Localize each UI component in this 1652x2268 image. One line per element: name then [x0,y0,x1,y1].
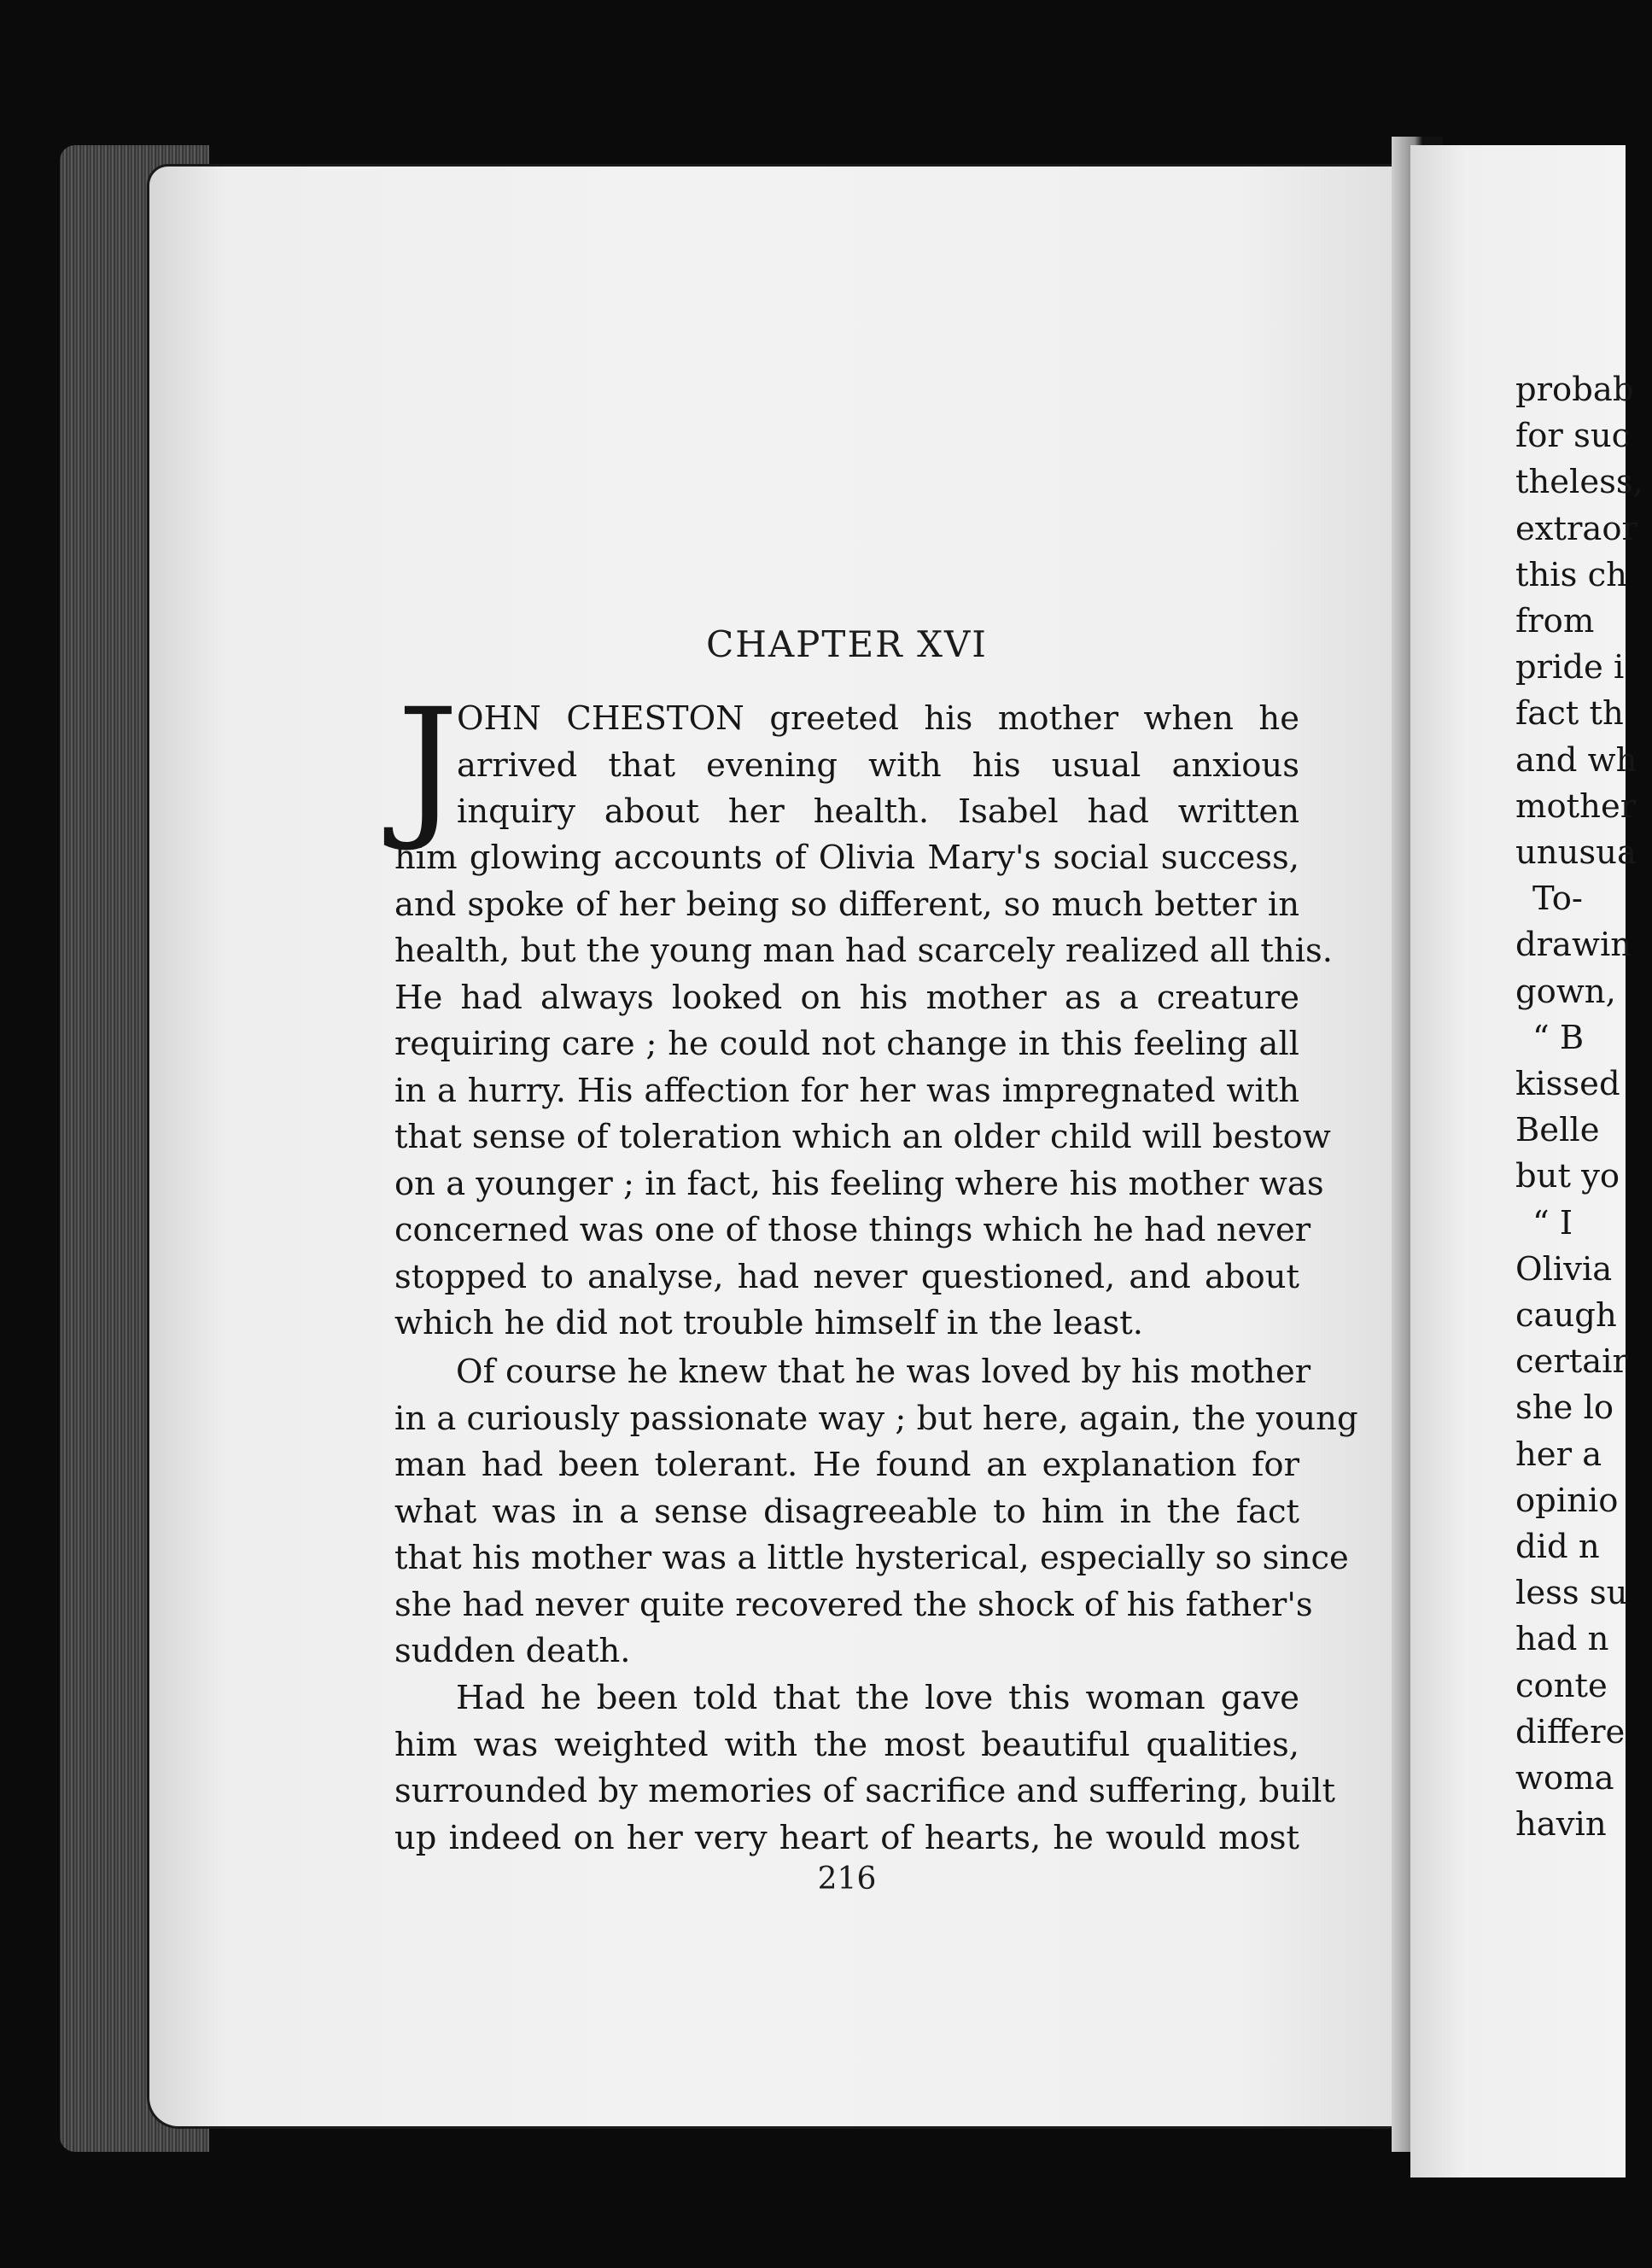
text-line: theless, [1515,463,1643,502]
text-line: him glowing accounts of Olivia Mary's social success, [394,839,1299,877]
text-line: she lo [1515,1388,1614,1428]
text-line: He had always looked on his mother as a creature [394,978,1299,1017]
paragraph-2 [394,1349,1358,1675]
text-line: she had never quite recovered the shock of his father's [394,1585,1313,1624]
text-line: Of course he knew that he was loved by his mother [456,1353,1311,1391]
paragraph-1 [394,835,1333,1347]
text-line: caugh [1515,1296,1617,1336]
text-line: this ch [1515,555,1627,594]
text-line: pride i [1515,648,1625,687]
text-line: her a [1515,1435,1602,1474]
paragraph-3 [394,1675,1335,1862]
text-line: woma [1515,1759,1614,1798]
text-line: for suc [1515,417,1631,456]
text-line: inquiry about her health. Isabel had written [457,792,1299,831]
text-line: in a curiously passionate way ; but here, again, the young [394,1399,1358,1438]
text-line: drawin [1515,926,1632,965]
page-number: 216 [817,1862,877,1897]
text-line: stopped to analyse, had never questioned, and about [394,1257,1299,1296]
text-line: extraor [1515,509,1637,548]
text-line: kissed [1515,1065,1620,1104]
text-line: conte [1515,1666,1608,1705]
text-line: sudden death. [394,1632,631,1670]
text-line: on a younger ; in fact, his feeling where his mother was [394,1164,1324,1203]
text-line: health, but the young man had scarcely realized all this. [394,932,1333,970]
text-line: fact th [1515,694,1624,734]
text-line: did n [1515,1528,1600,1567]
text-line: requiring care ; he could not change in this feeling all [394,1025,1299,1063]
text-line: Olivia [1515,1249,1613,1289]
text-line: havin [1515,1805,1607,1844]
text-line: less su [1515,1574,1628,1613]
text-line: Had he been told that the love this woman gave [456,1679,1299,1717]
text-line: “ I [1532,1203,1573,1242]
text-line: what was in a sense disagreeable to him in the fact [394,1492,1299,1531]
text-line: To- [1532,880,1583,919]
text-line: but yo [1515,1157,1620,1196]
text-line: him was weighted with the most beautiful qualities, [394,1725,1299,1764]
text-line: concerned was one of those things which he had never [394,1211,1311,1249]
text-line: OHN CHESTON greeted his mother when he [457,699,1299,738]
right-page-text [1515,367,1652,1849]
text-line: arrived that evening with his usual anxious [457,745,1299,785]
text-line: Belle [1515,1111,1600,1150]
text-line: “ B [1532,1018,1585,1057]
text-line: and wh [1515,740,1637,780]
drop-cap: J [397,676,459,855]
text-line: and spoke of her being so different, so much better in [394,885,1299,924]
text-line: up indeed on her very heart of hearts, he would most [394,1818,1299,1857]
text-line: in a hurry. His affection for her was impregnated with [394,1071,1299,1110]
text-line: gown, [1515,972,1616,1011]
text-line: from [1515,602,1595,641]
text-line: unusua [1515,833,1637,873]
text-line: surrounded by memories of sacrifice and suffering, built [394,1772,1335,1810]
text-line: which he did not trouble himself in the least. [394,1304,1143,1342]
text-line: that sense of toleration which an older child will bestow [394,1118,1331,1156]
text-line: certair [1515,1342,1628,1382]
text-line: opinio [1515,1481,1619,1520]
text-line: had n [1515,1620,1609,1659]
text-line: man had been tolerant. He found an explanation for [394,1446,1299,1484]
text-line: differe [1515,1712,1626,1751]
text-line: probab [1515,371,1634,409]
paragraph-1-opening [457,696,1299,836]
text-line: mother [1515,786,1637,826]
text-line: that his mother was a little hysterical, especially so since [394,1539,1349,1577]
chapter-title: CHAPTER XVI [706,623,988,665]
